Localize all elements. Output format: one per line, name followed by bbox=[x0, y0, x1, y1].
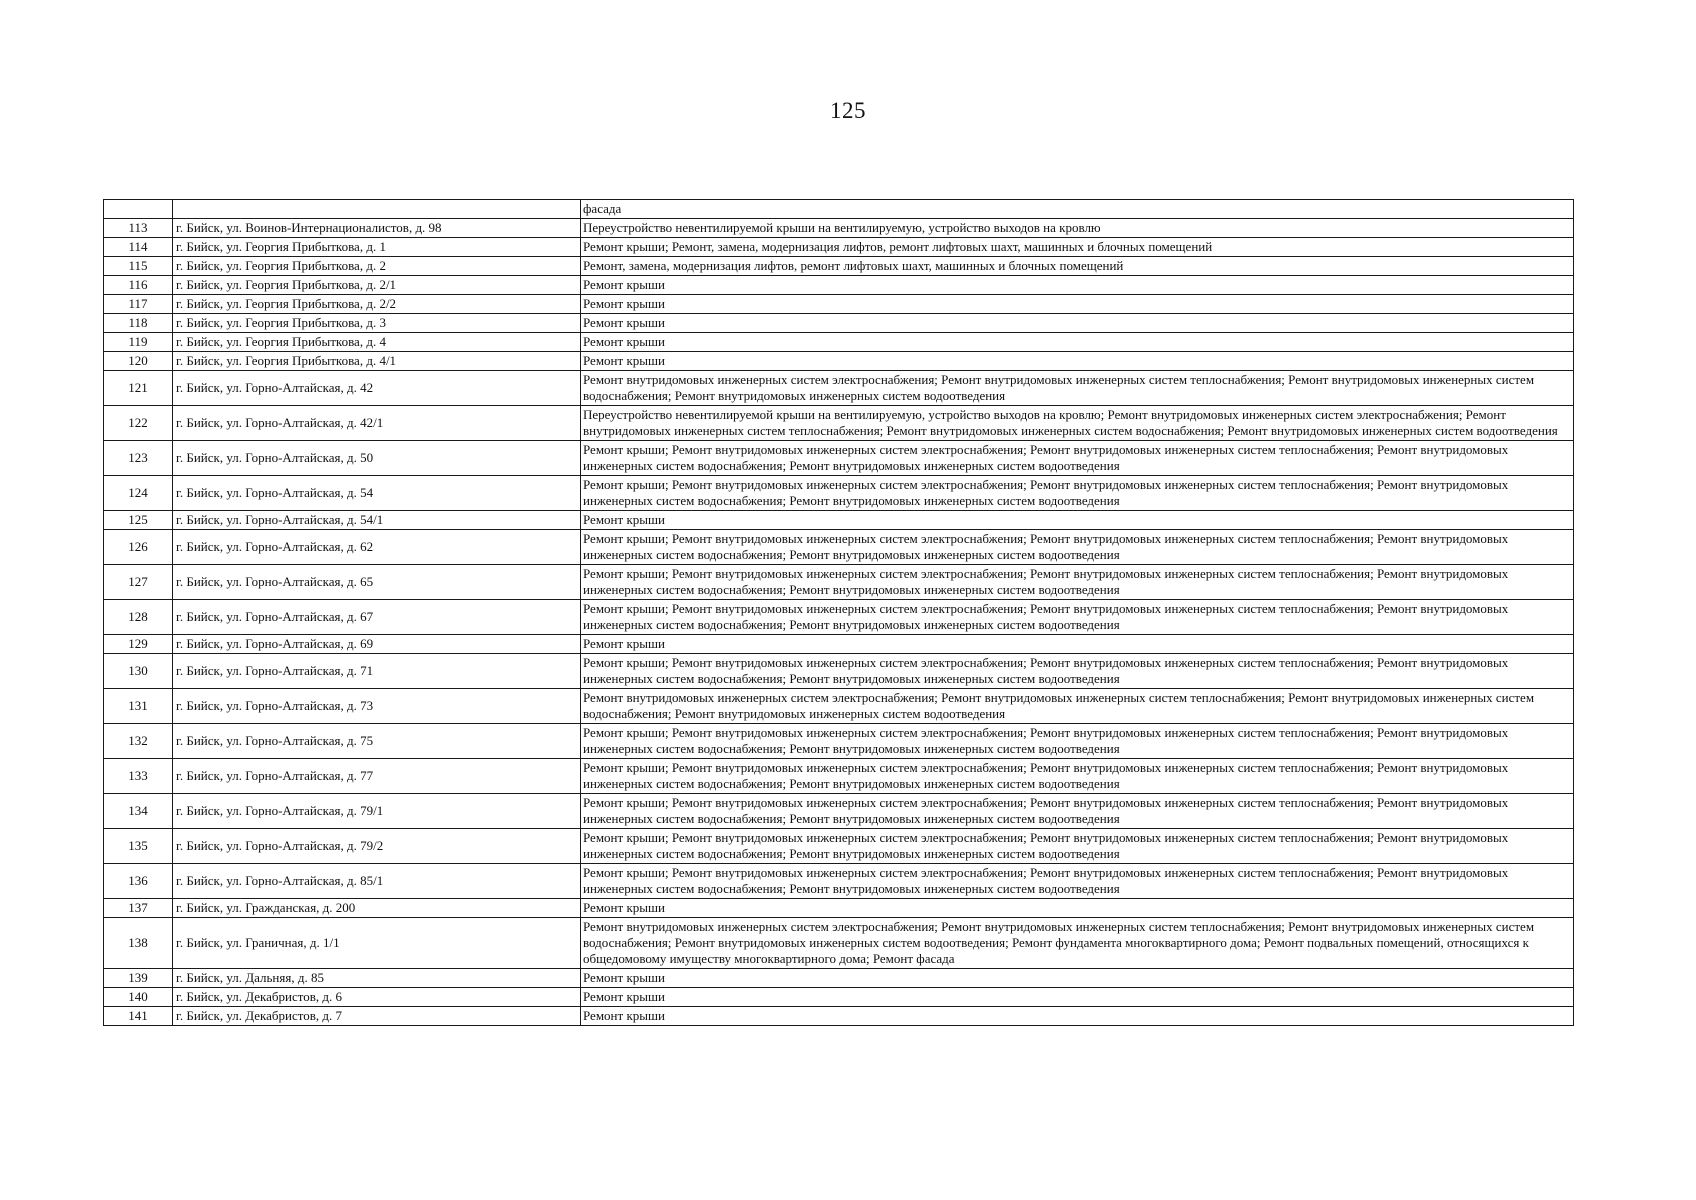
row-number: 123 bbox=[104, 441, 173, 476]
row-work-types: Переустройство невентилируемой крыши на вентилируемую, устройство выходов на кровлю; Ремонт внутридомовых инженерных систем электроснабжения; Ремонт внутридомовых инженерных систем теплоснабжения; Ремонт внутридомовых инженерных систем водоснабжения; Ремонт внутридомовых инженерных систем водоотведения bbox=[581, 406, 1574, 441]
row-number: 137 bbox=[104, 899, 173, 918]
table-row bbox=[104, 1007, 1574, 1026]
row-number: 133 bbox=[104, 759, 173, 794]
row-address: г. Бийск, ул. Горно-Алтайская, д. 73 bbox=[173, 689, 581, 724]
row-number: 122 bbox=[104, 406, 173, 441]
row-address: г. Бийск, ул. Горно-Алтайская, д. 85/1 bbox=[173, 864, 581, 899]
repair-table-container bbox=[103, 199, 1573, 1026]
row-number: 129 bbox=[104, 635, 173, 654]
table-row bbox=[104, 352, 1574, 371]
row-address: г. Бийск, ул. Горно-Алтайская, д. 54 bbox=[173, 476, 581, 511]
row-work-types: Ремонт крыши; Ремонт внутридомовых инженерных систем электроснабжения; Ремонт внутридомовых инженерных систем теплоснабжения; Ремонт внутридомовых инженерных систем водоснабжения; Ремонт внутридомовых инженерных систем водоотведения bbox=[581, 654, 1574, 689]
table-row bbox=[104, 276, 1574, 295]
row-address: г. Бийск, ул. Горно-Алтайская, д. 42 bbox=[173, 371, 581, 406]
row-number: 118 bbox=[104, 314, 173, 333]
row-work-types: Ремонт крыши; Ремонт внутридомовых инженерных систем электроснабжения; Ремонт внутридомовых инженерных систем теплоснабжения; Ремонт внутридомовых инженерных систем водоснабжения; Ремонт внутридомовых инженерных систем водоотведения bbox=[581, 530, 1574, 565]
row-number: 138 bbox=[104, 918, 173, 969]
row-address: г. Бийск, ул. Горно-Алтайская, д. 54/1 bbox=[173, 511, 581, 530]
row-work-types: Ремонт крыши bbox=[581, 352, 1574, 371]
row-address: г. Бийск, ул. Горно-Алтайская, д. 65 bbox=[173, 565, 581, 600]
row-address: г. Бийск, ул. Горно-Алтайская, д. 62 bbox=[173, 530, 581, 565]
row-address: г. Бийск, ул. Георгия Прибыткова, д. 1 bbox=[173, 238, 581, 257]
table-row bbox=[104, 371, 1574, 406]
row-work-types: Ремонт крыши; Ремонт внутридомовых инженерных систем электроснабжения; Ремонт внутридомовых инженерных систем теплоснабжения; Ремонт внутридомовых инженерных систем водоснабжения; Ремонт внутридомовых инженерных систем водоотведения bbox=[581, 864, 1574, 899]
row-number: 140 bbox=[104, 988, 173, 1007]
row-number: 134 bbox=[104, 794, 173, 829]
row-work-types: Ремонт крыши bbox=[581, 1007, 1574, 1026]
row-address: г. Бийск, ул. Горно-Алтайская, д. 79/2 bbox=[173, 829, 581, 864]
table-row bbox=[104, 333, 1574, 352]
row-number: 139 bbox=[104, 969, 173, 988]
row-work-types: Ремонт крыши bbox=[581, 333, 1574, 352]
row-address: г. Бийск, ул. Гражданская, д. 200 bbox=[173, 899, 581, 918]
row-address: г. Бийск, ул. Георгия Прибыткова, д. 2/2 bbox=[173, 295, 581, 314]
row-address: г. Бийск, ул. Горно-Алтайская, д. 69 bbox=[173, 635, 581, 654]
table-row bbox=[104, 530, 1574, 565]
row-address: г. Бийск, ул. Горно-Алтайская, д. 67 bbox=[173, 600, 581, 635]
row-number: 126 bbox=[104, 530, 173, 565]
row-number: 114 bbox=[104, 238, 173, 257]
row-work-types: Переустройство невентилируемой крыши на вентилируемую, устройство выходов на кровлю bbox=[581, 219, 1574, 238]
table-row bbox=[104, 724, 1574, 759]
row-number: 132 bbox=[104, 724, 173, 759]
row-address: г. Бийск, ул. Граничная, д. 1/1 bbox=[173, 918, 581, 969]
table-row bbox=[104, 635, 1574, 654]
row-number: 136 bbox=[104, 864, 173, 899]
row-address: г. Бийск, ул. Георгия Прибыткова, д. 4/1 bbox=[173, 352, 581, 371]
table-row bbox=[104, 476, 1574, 511]
row-work-types: Ремонт крыши; Ремонт внутридомовых инженерных систем электроснабжения; Ремонт внутридомовых инженерных систем теплоснабжения; Ремонт внутридомовых инженерных систем водоснабжения; Ремонт внутридомовых инженерных систем водоотведения bbox=[581, 441, 1574, 476]
table-row bbox=[104, 511, 1574, 530]
row-work-types: Ремонт крыши; Ремонт, замена, модернизация лифтов, ремонт лифтовых шахт, машинных и блочных помещений bbox=[581, 238, 1574, 257]
table-row bbox=[104, 219, 1574, 238]
row-number: 117 bbox=[104, 295, 173, 314]
table-row bbox=[104, 565, 1574, 600]
repair-table-body bbox=[104, 200, 1574, 1026]
row-address: г. Бийск, ул. Георгия Прибыткова, д. 3 bbox=[173, 314, 581, 333]
row-address: г. Бийск, ул. Декабристов, д. 7 bbox=[173, 1007, 581, 1026]
row-address: г. Бийск, ул. Горно-Алтайская, д. 77 bbox=[173, 759, 581, 794]
row-address: г. Бийск, ул. Георгия Прибыткова, д. 2/1 bbox=[173, 276, 581, 295]
table-row bbox=[104, 295, 1574, 314]
row-address: г. Бийск, ул. Георгия Прибыткова, д. 4 bbox=[173, 333, 581, 352]
table-row bbox=[104, 918, 1574, 969]
row-address: г. Бийск, ул. Горно-Алтайская, д. 79/1 bbox=[173, 794, 581, 829]
row-address: г. Бийск, ул. Воинов-Интернационалистов, д. 98 bbox=[173, 219, 581, 238]
row-number: 113 bbox=[104, 219, 173, 238]
table-row bbox=[104, 600, 1574, 635]
row-work-types: Ремонт крыши bbox=[581, 295, 1574, 314]
row-work-types: Ремонт, замена, модернизация лифтов, ремонт лифтовых шахт, машинных и блочных помещений bbox=[581, 257, 1574, 276]
row-work-types: Ремонт крыши bbox=[581, 314, 1574, 333]
row-address: г. Бийск, ул. Горно-Алтайская, д. 42/1 bbox=[173, 406, 581, 441]
row-number: 115 bbox=[104, 257, 173, 276]
row-address bbox=[173, 200, 581, 219]
row-work-types: Ремонт внутридомовых инженерных систем электроснабжения; Ремонт внутридомовых инженерных систем теплоснабжения; Ремонт внутридомовых инженерных систем водоснабжения; Ремонт внутридомовых инженерных систем водоотведения bbox=[581, 371, 1574, 406]
table-row bbox=[104, 759, 1574, 794]
row-number: 121 bbox=[104, 371, 173, 406]
repair-table bbox=[103, 199, 1574, 1026]
row-address: г. Бийск, ул. Горно-Алтайская, д. 75 bbox=[173, 724, 581, 759]
row-work-types: Ремонт крыши; Ремонт внутридомовых инженерных систем электроснабжения; Ремонт внутридомовых инженерных систем теплоснабжения; Ремонт внутридомовых инженерных систем водоснабжения; Ремонт внутридомовых инженерных систем водоотведения bbox=[581, 476, 1574, 511]
table-row bbox=[104, 864, 1574, 899]
table-row bbox=[104, 238, 1574, 257]
row-work-types: Ремонт крыши; Ремонт внутридомовых инженерных систем электроснабжения; Ремонт внутридомовых инженерных систем теплоснабжения; Ремонт внутридомовых инженерных систем водоснабжения; Ремонт внутридомовых инженерных систем водоотведения bbox=[581, 759, 1574, 794]
row-work-types: Ремонт крыши bbox=[581, 276, 1574, 295]
row-work-types: Ремонт крыши bbox=[581, 635, 1574, 654]
row-number: 120 bbox=[104, 352, 173, 371]
row-work-types: Ремонт крыши; Ремонт внутридомовых инженерных систем электроснабжения; Ремонт внутридомовых инженерных систем теплоснабжения; Ремонт внутридомовых инженерных систем водоснабжения; Ремонт внутридомовых инженерных систем водоотведения bbox=[581, 600, 1574, 635]
row-number: 131 bbox=[104, 689, 173, 724]
row-work-types: Ремонт внутридомовых инженерных систем электроснабжения; Ремонт внутридомовых инженерных систем теплоснабжения; Ремонт внутридомовых инженерных систем водоснабжения; Ремонт внутридомовых инженерных систем водоотведения; Ремонт фундамента многоквартирного дома; Ремонт подвальных помещений, относящихся к общедомовому имуществу многоквартирного дома; Ремонт фасада bbox=[581, 918, 1574, 969]
row-number: 124 bbox=[104, 476, 173, 511]
row-work-types: Ремонт крыши bbox=[581, 511, 1574, 530]
row-number: 130 bbox=[104, 654, 173, 689]
row-number: 127 bbox=[104, 565, 173, 600]
row-work-types: Ремонт крыши bbox=[581, 969, 1574, 988]
table-row bbox=[104, 689, 1574, 724]
table-row bbox=[104, 406, 1574, 441]
row-address: г. Бийск, ул. Горно-Алтайская, д. 50 bbox=[173, 441, 581, 476]
row-number: 128 bbox=[104, 600, 173, 635]
table-row bbox=[104, 988, 1574, 1007]
row-number: 141 bbox=[104, 1007, 173, 1026]
row-work-types: Ремонт внутридомовых инженерных систем электроснабжения; Ремонт внутридомовых инженерных систем теплоснабжения; Ремонт внутридомовых инженерных систем водоснабжения; Ремонт внутридомовых инженерных систем водоотведения bbox=[581, 689, 1574, 724]
table-row bbox=[104, 654, 1574, 689]
table-row-continuation bbox=[104, 200, 1574, 219]
row-address: г. Бийск, ул. Дальняя, д. 85 bbox=[173, 969, 581, 988]
row-number: 125 bbox=[104, 511, 173, 530]
row-work-types: фасада bbox=[581, 200, 1574, 219]
table-row bbox=[104, 441, 1574, 476]
table-row bbox=[104, 314, 1574, 333]
table-row bbox=[104, 794, 1574, 829]
row-work-types: Ремонт крыши bbox=[581, 988, 1574, 1007]
row-number: 119 bbox=[104, 333, 173, 352]
row-number: 135 bbox=[104, 829, 173, 864]
page-number: 125 bbox=[830, 98, 866, 123]
row-address: г. Бийск, ул. Горно-Алтайская, д. 71 bbox=[173, 654, 581, 689]
row-work-types: Ремонт крыши; Ремонт внутридомовых инженерных систем электроснабжения; Ремонт внутридомовых инженерных систем теплоснабжения; Ремонт внутридомовых инженерных систем водоснабжения; Ремонт внутридомовых инженерных систем водоотведения bbox=[581, 724, 1574, 759]
row-address: г. Бийск, ул. Декабристов, д. 6 bbox=[173, 988, 581, 1007]
row-work-types: Ремонт крыши; Ремонт внутридомовых инженерных систем электроснабжения; Ремонт внутридомовых инженерных систем теплоснабжения; Ремонт внутридомовых инженерных систем водоснабжения; Ремонт внутридомовых инженерных систем водоотведения bbox=[581, 829, 1574, 864]
row-address: г. Бийск, ул. Георгия Прибыткова, д. 2 bbox=[173, 257, 581, 276]
table-row bbox=[104, 829, 1574, 864]
row-number bbox=[104, 200, 173, 219]
row-work-types: Ремонт крыши; Ремонт внутридомовых инженерных систем электроснабжения; Ремонт внутридомовых инженерных систем теплоснабжения; Ремонт внутридомовых инженерных систем водоснабжения; Ремонт внутридомовых инженерных систем водоотведения bbox=[581, 794, 1574, 829]
table-row bbox=[104, 899, 1574, 918]
row-work-types: Ремонт крыши bbox=[581, 899, 1574, 918]
table-row bbox=[104, 969, 1574, 988]
row-number: 116 bbox=[104, 276, 173, 295]
row-work-types: Ремонт крыши; Ремонт внутридомовых инженерных систем электроснабжения; Ремонт внутридомовых инженерных систем теплоснабжения; Ремонт внутридомовых инженерных систем водоснабжения; Ремонт внутридомовых инженерных систем водоотведения bbox=[581, 565, 1574, 600]
table-row bbox=[104, 257, 1574, 276]
